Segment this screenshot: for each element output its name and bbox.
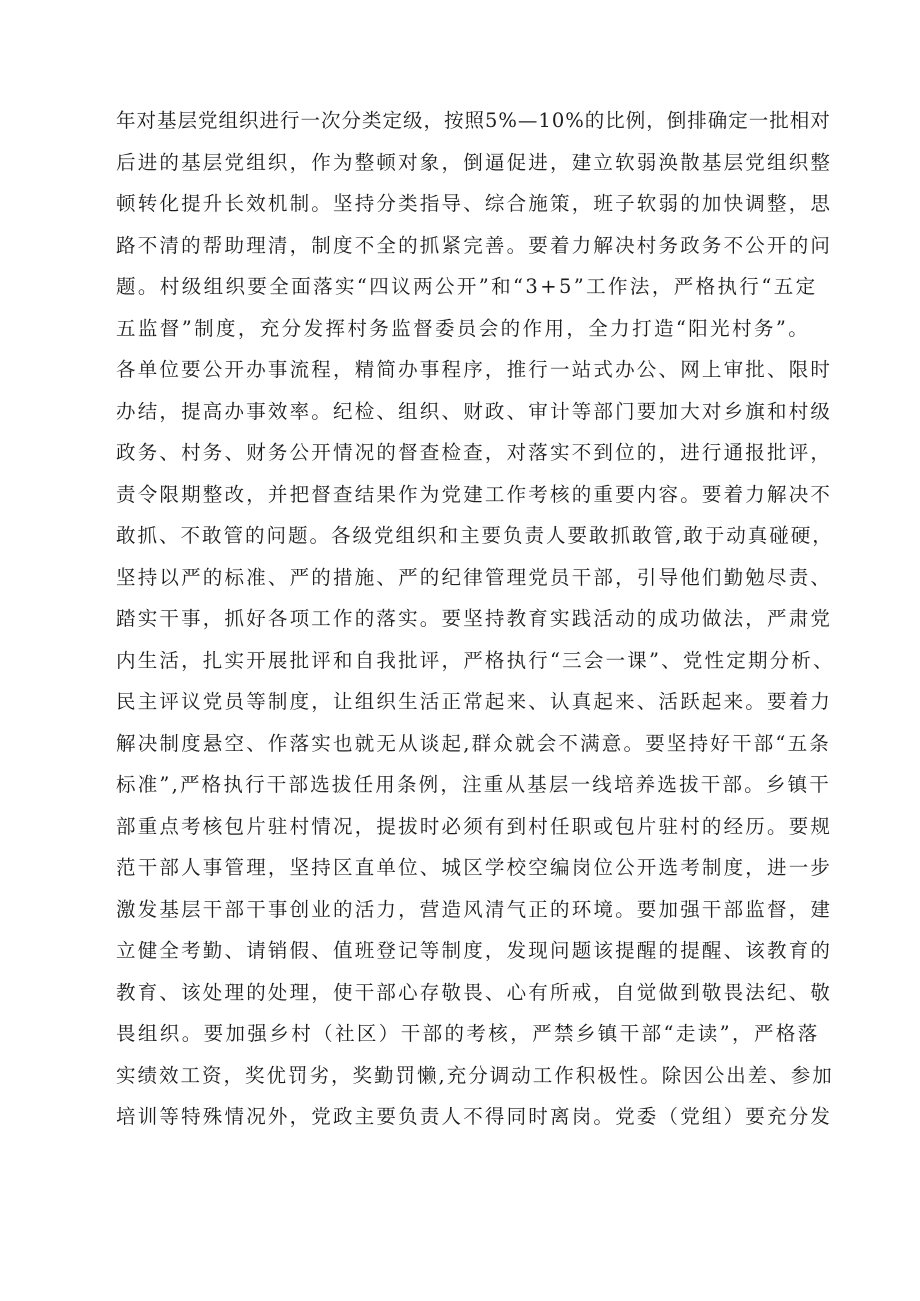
text-line: 范干部人事管理，坚持区直单位、城区学校空编岗位公开选考制度，进一步 (116, 856, 833, 879)
text-line: 题。村级组织要全面落实“四议两公开”和“3+5”工作法，严格执行“五定 (116, 275, 818, 298)
text-line: 政务、村务、财务公开情况的督查检查，对落实不到位的，进行通报批评， (116, 441, 833, 464)
text-line: 办结，提高办事效率。纪检、组织、财政、审计等部门要加大对乡旗和村级 (116, 399, 833, 423)
text-line: 顿转化提升长效机制。坚持分类指导、综合施策，班子软弱的加快调整，思 (116, 192, 833, 215)
text-line: 后进的基层党组织，作为整顿对象，倒逼促进，建立软弱涣散基层党组织整 (116, 150, 833, 174)
body-paragraph (116, 100, 836, 1138)
text-line: 坚持以严的标准、严的措施、严的纪律管理党员干部，引导他们勤勉尽责、 (116, 565, 833, 589)
text-line: 责令限期整改，并把督查结果作为党建工作考核的重要内容。要着力解决不 (116, 482, 833, 506)
text-line: 踏实干事，抓好各项工作的落实。要坚持教育实践活动的成功做法，严肃党 (116, 607, 833, 630)
text-line: 各单位要公开办事流程，精简办事程序，推行一站式办公、网上审批、限时 (116, 358, 833, 381)
text-line: 立健全考勤、请销假、值班登记等制度，发现问题该提醒的提醒、该教育的 (116, 939, 833, 962)
text-line: 五监督”制度，充分发挥村务监督委员会的作用，全力打造“阳光村务”。 (116, 316, 811, 340)
text-line: 内生活，扎实开展批评和自我批评，严格执行“三会一课”、党性定期分析、 (116, 648, 835, 672)
text-line: 敢抓、不敢管的问题。各级党组织和主要负责人要敢抓敢管,敢于动真碰硬， (116, 524, 834, 547)
text-line: 培训等特殊情况外，党政主要负责人不得同时离岗。党委（党组）要充分发 (116, 1105, 833, 1128)
text-line: 教育、该处理的处理，使干部心存敬畏、心有所戒，自觉做到敬畏法纪、敬 (116, 980, 833, 1004)
text-line: 标准”,严格执行干部选拔任用条例，注重从基层一线培养选拔干部。乡镇干 (116, 773, 831, 796)
text-line: 部重点考核包片驻村情况，提拔时必须有到村任职或包片驻村的经历。要规 (116, 814, 833, 838)
text-line: 年对基层党组织进行一次分类定级，按照5%—10%的比例，倒排确定一批相对 (116, 109, 831, 132)
text-line: 畏组织。要加强乡村（社区）干部的考核，严禁乡镇干部“走读”，严格落 (116, 1022, 820, 1045)
text-line: 民主评议党员等制度，让组织生活正常起来、认真起来、活跃起来。要着力 (116, 690, 833, 713)
text-line: 激发基层干部干事创业的活力，营造风清气正的环境。要加强干部监督，建 (116, 897, 833, 921)
text-line: 实绩效工资，奖优罚劣，奖勤罚懒,充分调动工作积极性。除因公出差、参加 (116, 1063, 834, 1087)
text-line: 路不清的帮助理清，制度不全的抓紧完善。要着力解决村务政务不公开的问 (116, 233, 833, 257)
text-line: 解决制度悬空、作落实也就无从谈起,群众就会不满意。要坚持好干部“五条 (116, 731, 831, 755)
